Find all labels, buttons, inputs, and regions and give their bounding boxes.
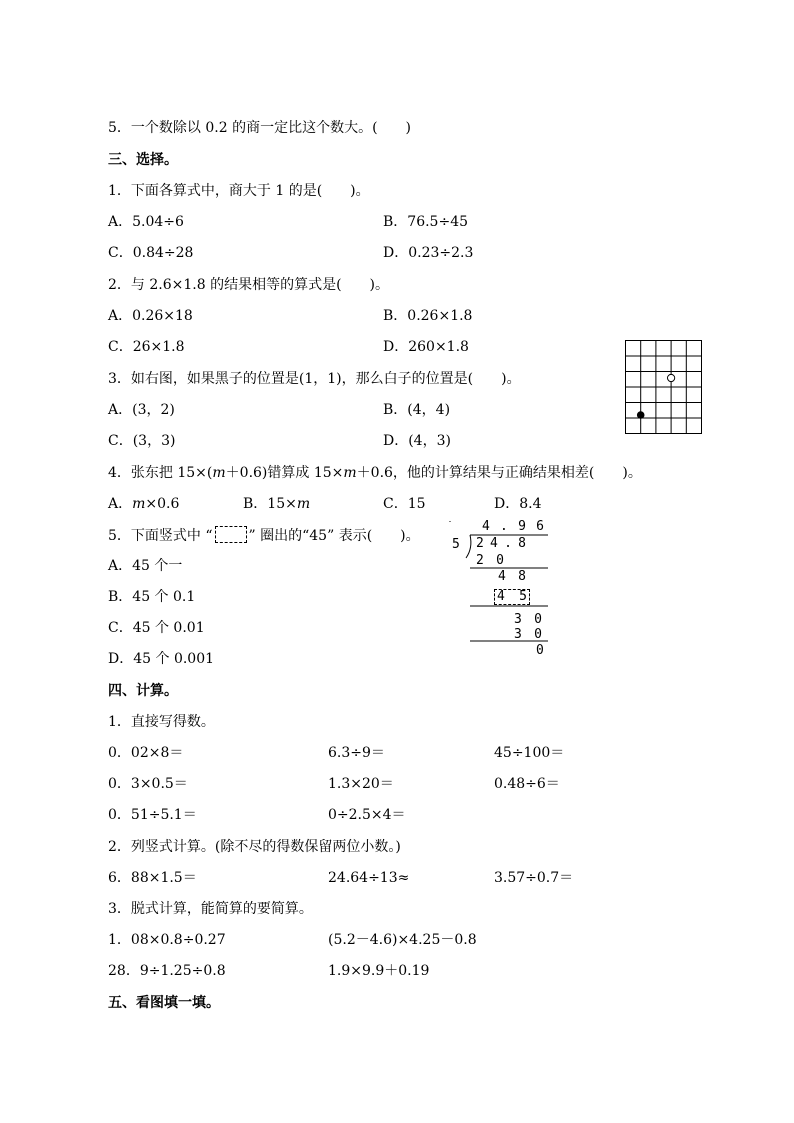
choice-q3-stem: 3．如右图，如果黑子的位置是(1，1)，那么白子的位置是( )。 [108, 371, 521, 387]
division-quotient: 4 . 9 6 [482, 519, 544, 534]
calc-part-2-title: 2．列竖式计算。(除不尽的得数保留两位小数。) [108, 839, 401, 855]
vertical-calc-item: 24.64÷13≈ [328, 870, 410, 886]
judge-question-5: 5．一个数除以 0.2 的商一定比这个数大。( ) [108, 120, 411, 136]
division-dividend: 2 4 . 8 [476, 536, 526, 551]
choice-q5-option-d: D．45 个 0.001 [108, 651, 215, 667]
calc-part-3-title: 3．脱式计算，能简算的要简算。 [108, 901, 313, 917]
choice-q3-option-d: D．(4，3) [383, 433, 451, 449]
choice-q3-option-a: A．(3，2) [108, 402, 175, 418]
choice-q2-option-c: C．26×1.8 [108, 339, 185, 355]
division-step-1: 2 0 [476, 553, 504, 568]
choice-q2-option-a: A．0.26×18 [108, 308, 193, 324]
mental-calc-item: 0．51÷5.1＝ [108, 807, 197, 823]
long-division-figure [440, 518, 560, 658]
choice-q4-option-b: B．15×m [243, 496, 311, 512]
step-calc-item: 1.9×9.9＋0.19 [328, 963, 430, 979]
calc-part-1-title: 1．直接写得数。 [108, 714, 215, 730]
choice-q5-option-b: B．45 个 0.1 [108, 589, 196, 605]
section-4-heading: 四、计算。 [108, 683, 178, 699]
step-calc-item: 28．9÷1.25÷0.8 [108, 963, 226, 979]
mental-calc-item: 6.3÷9＝ [328, 745, 385, 761]
vertical-calc-item: 3.57÷0.7＝ [494, 870, 574, 886]
mental-calc-item: 0．02×8＝ [108, 745, 184, 761]
choice-q4-option-c: C．15 [383, 496, 426, 512]
black-stone [637, 411, 645, 419]
section-3-heading: 三、选择。 [108, 152, 178, 168]
choice-q5-stem: 5．下面竖式中 “ ” 圈出的“45” 表示( )。 [108, 528, 420, 544]
choice-q4-stem: 4．张东把 15×(m＋0.6)错算成 15×m＋0.6，他的计算结果与正确结果相差( )。 [108, 465, 642, 481]
division-divisor: 5 [452, 537, 460, 552]
choice-q5-option-a: A．45 个一 [108, 558, 183, 574]
choice-q1-option-a: A．5.04÷6 [108, 214, 184, 230]
choice-q2-option-b: B．0.26×1.8 [383, 308, 473, 324]
step-calc-item: 1．08×0.8÷0.27 [108, 932, 226, 948]
vertical-calc-item: 6．88×1.5＝ [108, 870, 197, 886]
division-step-3-boxed: 4 5 [494, 589, 530, 605]
choice-q4-option-a: A．m×0.6 [108, 496, 180, 512]
choice-q4-option-d: D．8.4 [494, 496, 542, 512]
choice-q3-option-c: C．(3，3) [108, 433, 176, 449]
division-remainder: 0 [536, 643, 544, 658]
mental-calc-item: 0.48÷6＝ [494, 776, 560, 792]
white-stone [668, 374, 675, 381]
section-5-heading: 五、看图填一填。 [108, 995, 220, 1011]
division-step-2: 4 8 [498, 569, 526, 584]
division-lines [440, 518, 560, 658]
mental-calc-item: 0÷2.5×4＝ [328, 807, 406, 823]
choice-q5-option-c: C．45 个 0.01 [108, 620, 205, 636]
dashed-box-symbol [215, 526, 247, 543]
choice-q1-stem: 1．下面各算式中，商大于 1 的是( )。 [108, 183, 370, 199]
mental-calc-item: 1.3×20＝ [328, 776, 394, 792]
choice-q2-stem: 2．与 2.6×1.8 的结果相等的算式是( )。 [108, 277, 389, 293]
step-calc-item: (5.2－4.6)×4.25－0.8 [328, 932, 477, 948]
division-step-4: 3 0 [514, 612, 542, 627]
mental-calc-item: 0．3×0.5＝ [108, 776, 188, 792]
mental-calc-item: 45÷100＝ [494, 745, 565, 761]
choice-q2-option-d: D．260×1.8 [383, 339, 469, 355]
division-step-5: 3 0 [514, 627, 542, 642]
choice-q3-option-b: B．(4，4) [383, 402, 451, 418]
choice-q1-option-d: D．0.23÷2.3 [383, 245, 474, 261]
choice-q1-option-b: B．76.5÷45 [383, 214, 469, 230]
choice-q1-option-c: C．0.84÷28 [108, 245, 194, 261]
position-grid-figure [625, 340, 703, 434]
